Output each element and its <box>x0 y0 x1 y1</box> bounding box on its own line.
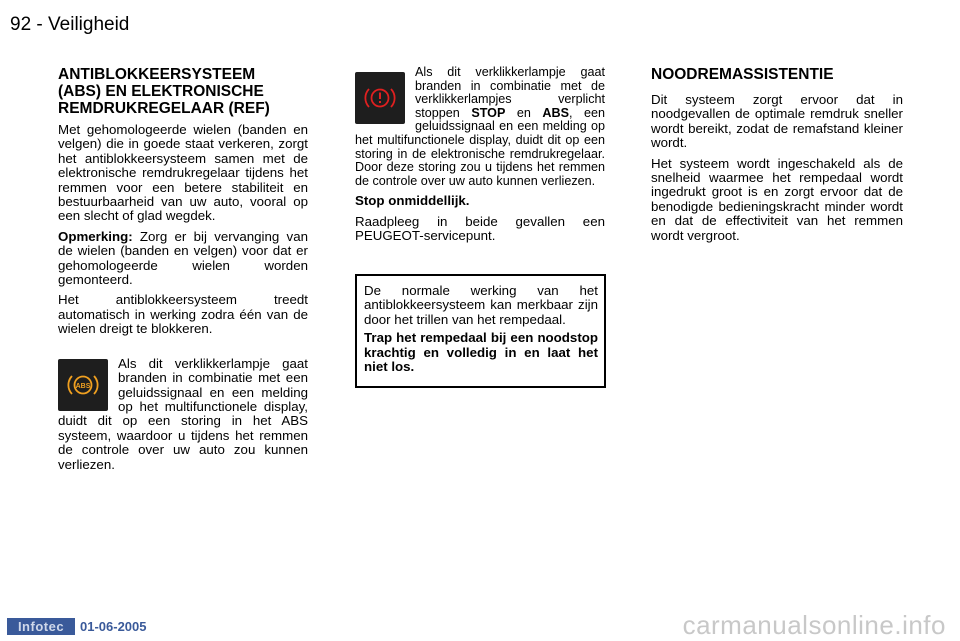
noodrem-paragraph: Dit systeem zorgt ervoor dat in noodgevallen de optimale remdruk sneller wordt bereikt, zodat de remafstand kleiner wordt. <box>651 92 903 151</box>
noodrem-paragraph: Het systeem wordt ingeschakeld als de snelheid waarmee het rempedaal wordt ingedrukt groot is en zorgt ervoor dat de benodigde bedieningskracht minder wordt en dat de effectiviteit van het remmen wordt vergroot. <box>651 155 903 243</box>
note-text: Zorg er bij vervanging van de wielen (banden en velgen) voor dat er gehomologeerde wielen worden gemonteerd. <box>58 228 308 288</box>
page-header <box>10 14 129 36</box>
abs-heading-line: REMDRUKREGELAAR (REF) <box>58 100 270 117</box>
abs-section <box>58 66 308 478</box>
abs-label: ABS <box>542 105 569 120</box>
noodrem-section <box>651 66 903 249</box>
abs-note <box>58 230 308 288</box>
abs-paragraph: Het antiblokkeersysteem treedt automatisch in werking zodra één van de wielen dreigt te blokkeren. <box>58 292 308 337</box>
note-box-warning: Trap het rempedaal bij een noodstop krachtig en volledig in en laat het niet los. <box>364 330 598 375</box>
note-box-text: De normale werking van het antiblokkeersysteem kan merkbaar zijn door het trillen van het rempedaal. <box>364 283 598 327</box>
abs-heading-line: (ABS) EN ELEKTRONISCHE <box>58 83 264 100</box>
abs-warning-icon <box>58 359 108 411</box>
header-separator: - <box>31 14 49 35</box>
brake-warning-icon <box>355 72 405 124</box>
svg-text:ABS: ABS <box>75 382 91 390</box>
abs-lamp-text: Als dit verklikkerlampje gaat branden in combinatie met een geluidssignaal en een melding op het multifunctionele display, duidt dit op een storing in het ABS systeem, waardoor u tijdens het remmen de controle over uw auto zou kunnen verliezen. <box>58 355 308 472</box>
infotec-logo: Infotec <box>7 618 75 635</box>
note-box <box>355 274 606 388</box>
note-label: Opmerking: <box>58 228 133 244</box>
ref-section <box>355 66 605 250</box>
noodrem-heading: NOODREMASSISTENTIE <box>651 66 834 83</box>
section-title: Veiligheid <box>48 14 130 35</box>
stop-label: STOP <box>471 105 506 120</box>
stop-heading: Stop onmiddellijk. <box>355 193 470 209</box>
page-number: 92 <box>10 14 32 35</box>
footer-date: 01-06-2005 <box>80 619 147 634</box>
consult-text: Raadpleeg in beide gevallen een PEUGEOT-servicepunt. <box>355 213 605 244</box>
abs-paragraph: Met gehomologeerde wielen (banden en velgen) die in goede staat verkeren, zorgt het antiblokkeersysteem samen met de elektronische remdrukregelaar tijdens het remmen voor een betere stabiliteit en bestuurbaarheid van uw auto, vooral op een slecht of glad wegdek. <box>58 122 308 224</box>
ref-lamp-text: Als dit verklikkerlampje gaat branden in combinatie met de verklikkerlampjes verplicht stoppen STOP en ABS, een geluidssignaal en een melding op het multifunctionele display, duidt dit op een storing in de elektronische remdrukregelaar. Door deze storing zou u tijdens het remmen de controle over uw auto kunnen verliezen. <box>355 65 605 188</box>
abs-heading-line: ANTIBLOKKEERSYSTEEM <box>58 66 256 83</box>
watermark: carmanualsonline.info <box>682 610 946 640</box>
abs-heading <box>58 66 308 117</box>
